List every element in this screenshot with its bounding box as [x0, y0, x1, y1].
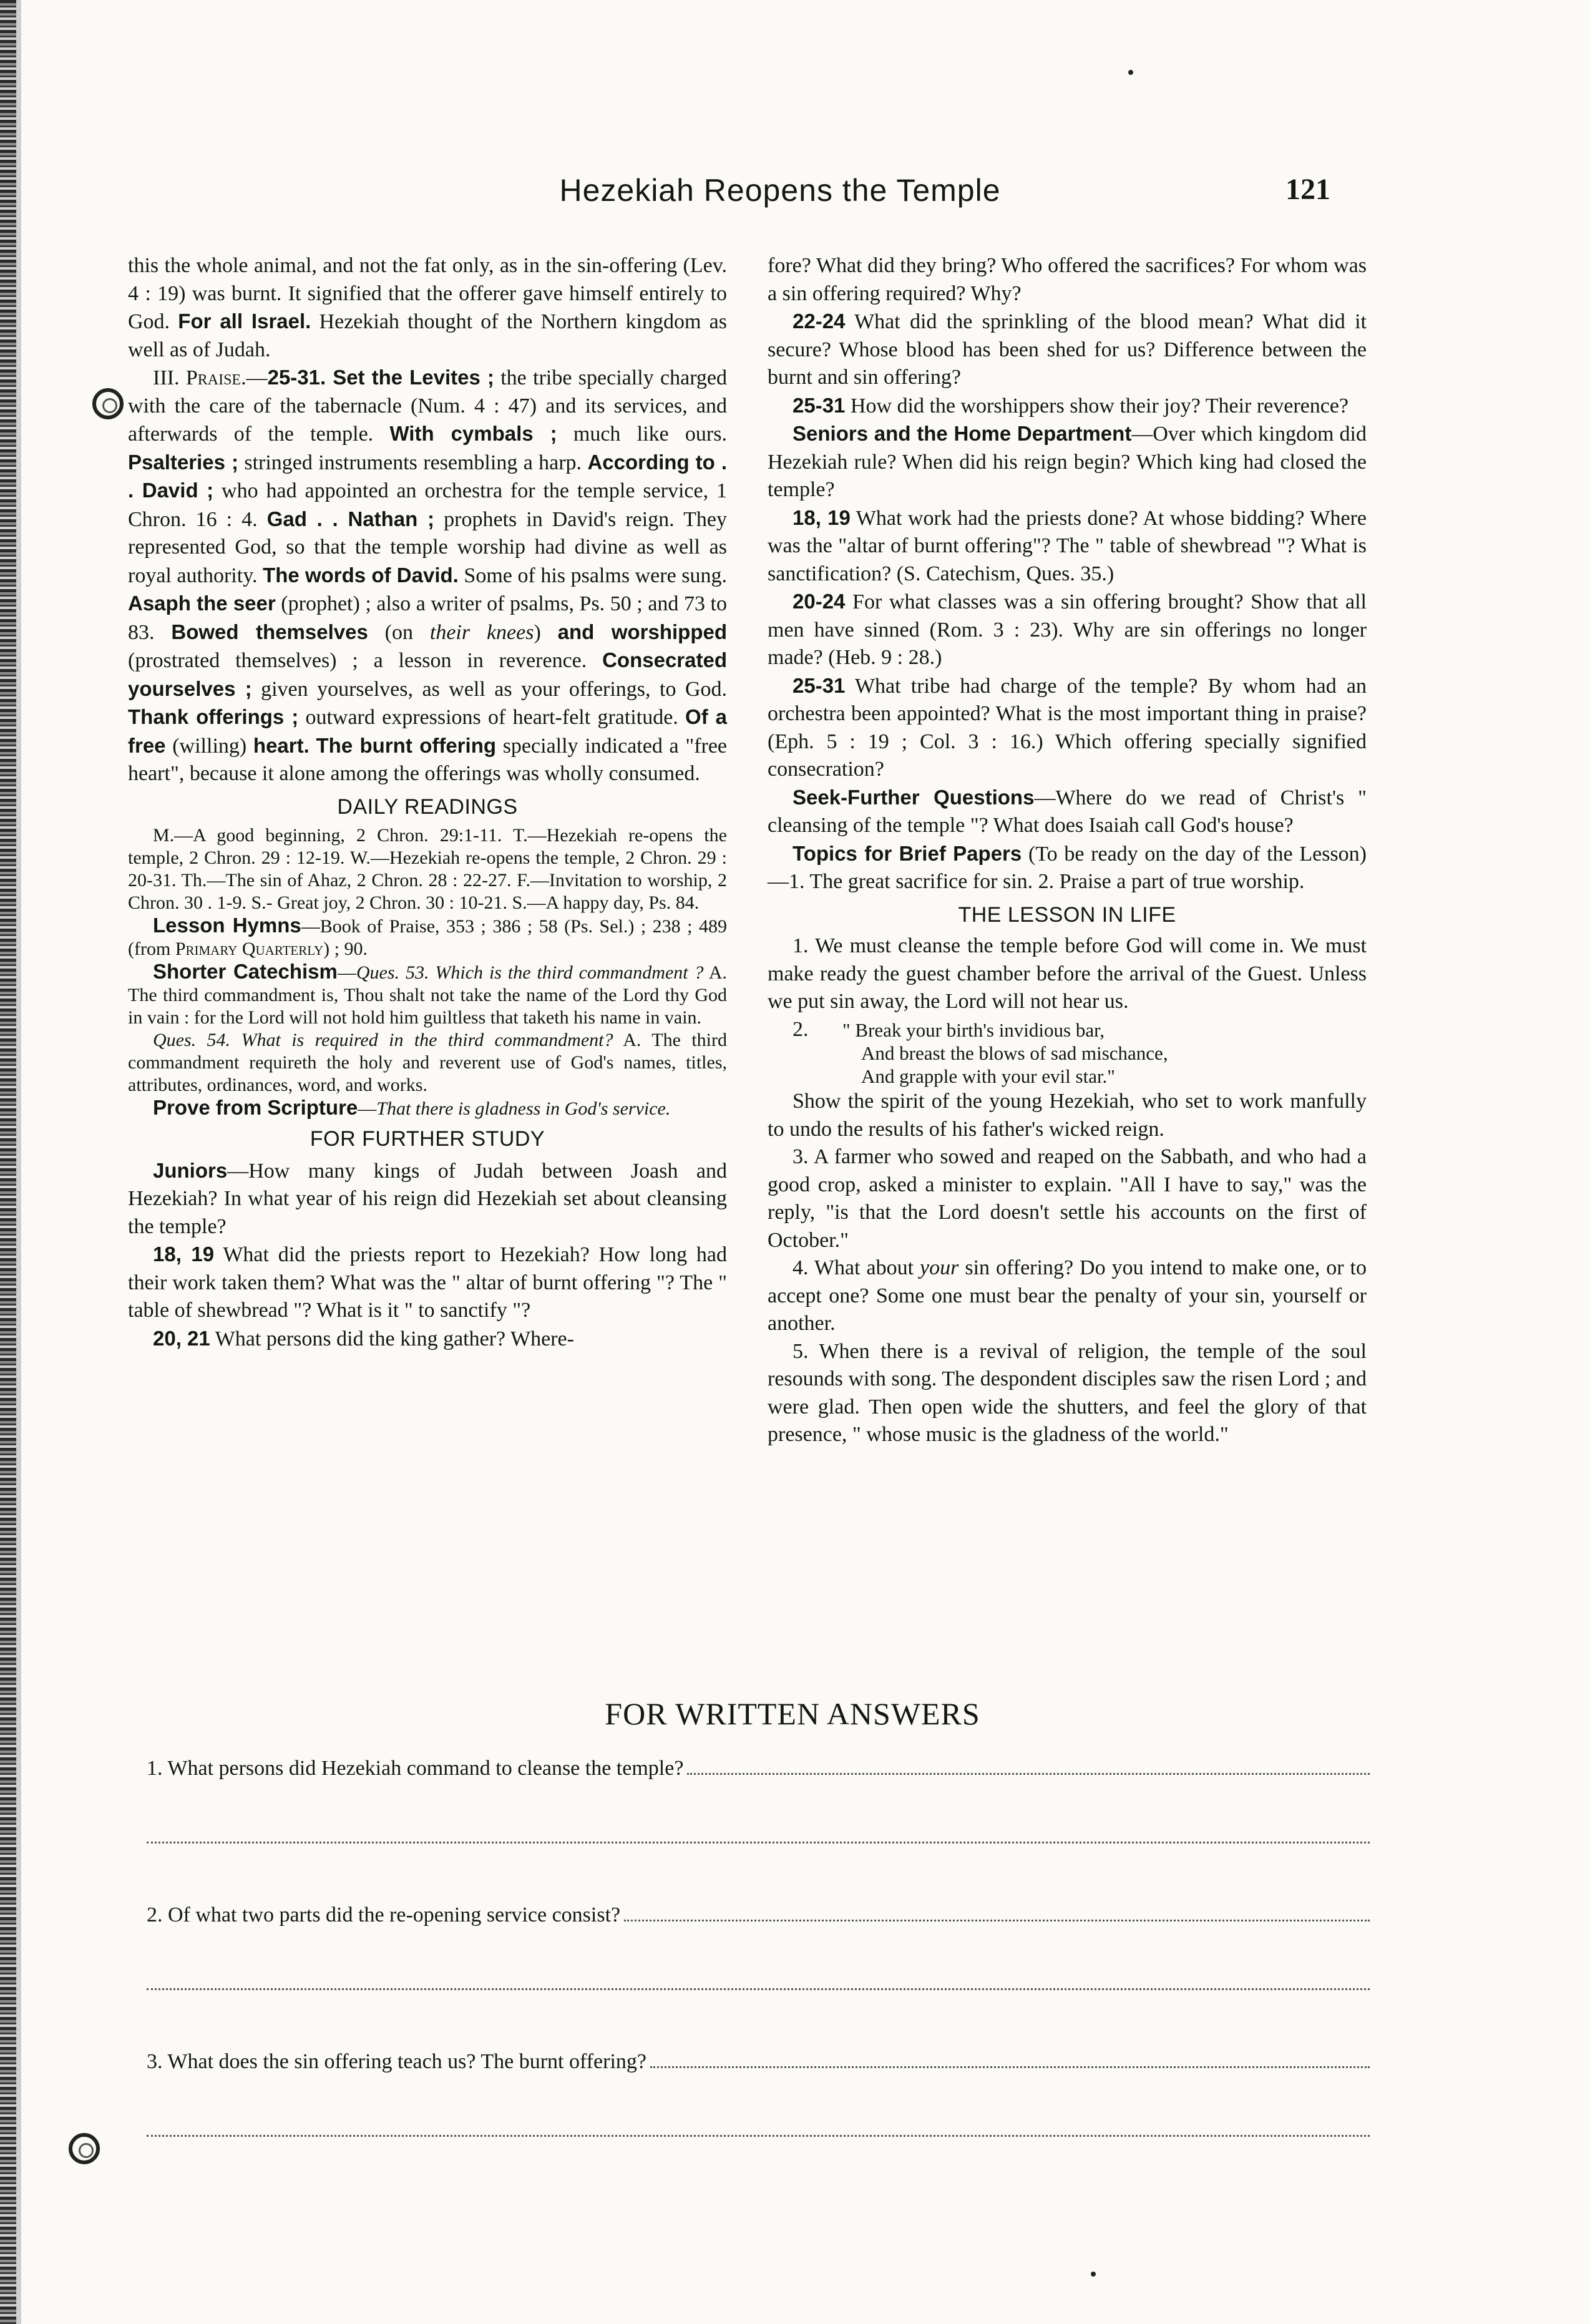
- binder-ring-icon: [69, 2133, 100, 2164]
- shorter-catechism: Shorter Catechism—Ques. 53. Which is the third commandment ? A. The third commandment is, Thou shalt not take the name of the Lord thy God in vain : for the Lord will not hold him guiltless that taketh his name in vain.: [128, 960, 727, 1028]
- lesson-in-life-heading: THE LESSON IN LIFE: [958, 902, 1176, 927]
- seniors-questions: Seniors and the Home Department—Over which kingdom did Hezekiah rule? When did his reign begin? Which king had closed the temple?: [768, 422, 1367, 501]
- written-question-1: 1. What persons did Hezekiah command to cleanse the temple?: [147, 1757, 1370, 1780]
- ink-speck: [1128, 70, 1133, 75]
- juniors-q18-19: 18, 19 What did the priests report to Hezekiah? How long had their work taken them? What was the " altar of burnt offering "? The " table of shewbread "? What is it " to sanctify "?: [128, 1243, 727, 1322]
- right-column: [768, 252, 1367, 1449]
- poem-line: And grapple with your evil star.": [861, 1065, 1115, 1087]
- answer-blank[interactable]: [687, 1772, 1370, 1775]
- book-binding-edge: [0, 0, 16, 2324]
- section-praise: III. Praise.—25-31. Set the Levites ; the tribe specially charged with the care of the tabernacle (Num. 4 : 47) and its services, and afterwards of the temple. With cymbals ; much like ours. Psalteries ; stringed instruments resembling a harp. According to . . David ; who had appointed an orchestra for the temple service, 1 Chron. 16 : 4. Gad . . Nathan ; prophets in David's reign. They represented God, so that the temple worship had divine as well as royal authority. The words of David. Some of his psalms were sung. Asaph the seer (prophet) ; also a writer of psalms, Ps. 50 ; and 73 to 83. Bowed themselves (on their knees) and worshipped (prostrated themselves) ; a lesson in reverence. Consecrated yourselves ; given yourselves, as well as your offerings, to God. Thank offerings ; outward expressions of heart-felt gratitude. Of a free (willing) heart. The burnt offering specially indicated a "free heart", because it alone among the offerings was wholly consumed.: [128, 366, 728, 785]
- further-study-heading: FOR FURTHER STUDY: [310, 1127, 545, 1151]
- catechism-question-54: Ques. 54. What is required in the third commandment? A. The third commandment requireth the holy and reverent use of God's names, titles, attributes, ordinances, word, and works.: [128, 1030, 727, 1095]
- written-answers-heading: FOR WRITTEN ANSWERS: [605, 1696, 980, 1731]
- lesson-hymns: Lesson Hymns—Book of Praise, 353 ; 386 ; 58 (Ps. Sel.) ; 238 ; 489 (from Primary Quarterly) ; 90.: [128, 914, 727, 959]
- answer-blank[interactable]: [650, 2066, 1370, 2068]
- poem-line: " Break your birth's invidious bar,: [842, 1019, 1105, 1041]
- lesson-point-2-number: 2.: [793, 1017, 809, 1041]
- answer-blank[interactable]: [147, 1841, 1370, 1843]
- juniors-q25-31: 25-31 How did the worshippers show their joy? Their reverence?: [793, 393, 1349, 417]
- juniors-q20-21: 20, 21 What persons did the king gather? Where-: [153, 1326, 574, 1350]
- lesson-point-5: 5. When there is a revival of religion, the temple of the soul resounds with song. The despondent disciples saw the risen Lord ; and were glad. Then open wide the shutters, and feel the glory of that presence, " whose music is the gladness of the world.": [768, 1339, 1367, 1446]
- prove-from-scripture: Prove from Scripture—That there is gladness in God's service.: [153, 1096, 671, 1119]
- binder-ring-icon: [92, 388, 124, 419]
- ink-speck: [1091, 2272, 1096, 2277]
- lesson-point-2-text: Show the spirit of the young Hezekiah, who set to work manfully to undo the results of his father's wicked reign.: [768, 1090, 1367, 1141]
- lesson-point-4: 4. What about your sin offering? Do you intend to make one, or to accept one? Some one must bear the penalty of your sin, yourself or another.: [768, 1256, 1367, 1335]
- lesson-point-1: 1. We must cleanse the temple before God will come in. We must make ready the guest chamber before the arrival of the Guest. Unless we put sin away, the Lord will not hear us.: [768, 934, 1367, 1013]
- topics-for-brief-papers: Topics for Brief Papers (To be ready on the day of the Lesson)—1. The great sacrifice for sin. 2. Praise a part of true worship.: [768, 841, 1367, 893]
- poem-line: And breast the blows of sad mischance,: [861, 1042, 1168, 1064]
- juniors-questions: Juniors—How many kings of Judah between Joash and Hezekiah? In what year of his reign did Hezekiah set about cleansing the temple?: [128, 1158, 727, 1238]
- running-head: Hezekiah Reopens the Temple: [559, 173, 1001, 208]
- answer-blank[interactable]: [147, 1988, 1370, 1990]
- lesson-point-3: 3. A farmer who sowed and reaped on the Sabbath, and who had a good crop, asked a minister to explain. "All I have to say," was the reply, "is that the Lord doesn't settle his accounts on the first of October.": [768, 1145, 1367, 1252]
- daily-readings-heading: DAILY READINGS: [337, 794, 518, 819]
- juniors-q22-24: 22-24 What did the sprinkling of the blood mean? What did it secure? Whose blood has been shed for us? Difference between the burnt and sin offering?: [768, 310, 1367, 389]
- answer-blank[interactable]: [147, 2134, 1370, 2137]
- seniors-q20-24: 20-24 For what classes was a sin offering brought? Show that all men have sinned (Rom. 3 : 23). Why are sin offerings no longer made? (Heb. 9 : 28.): [768, 590, 1367, 669]
- answer-blank[interactable]: [624, 1919, 1370, 1921]
- page-number: 121: [1285, 173, 1330, 206]
- seek-further-questions: Seek-Further Questions—Where do we read of Christ's " cleansing of the temple "? What does Isaiah call God's house?: [768, 785, 1367, 837]
- paragraph: fore? What did they bring? Who offered the sacrifices? For whom was a sin offering required? Why?: [768, 254, 1367, 305]
- seniors-q25-31: 25-31 What tribe had charge of the temple? By whom had an orchestra been appointed? What is the most important thing in praise? (Eph. 5 : 19 ; Col. 3 : 16.) Which offering specially signified consecration?: [768, 673, 1367, 781]
- binding-shadow: [16, 0, 21, 2324]
- seniors-q18-19: 18, 19 What work had the priests done? At whose bidding? Where was the "altar of burnt offering"? The " table of shewbread "? What is sanctification? (S. Catechism, Ques. 35.): [768, 505, 1367, 585]
- written-question-2: 2. Of what two parts did the re-opening service consist?: [147, 1903, 1370, 1927]
- left-column: [128, 252, 727, 1353]
- written-question-3: 3. What does the sin offering teach us? The burnt offering?: [147, 2050, 1370, 2074]
- paragraph: this the whole animal, and not the fat only, as in the sin-offering (Lev. 4 : 19) was burnt. It signified that the offerer gave himself entirely to God. For all Israel. Hezekiah thought of the Northern kingdom as well as of Judah.: [128, 254, 727, 361]
- daily-readings: M.—A good beginning, 2 Chron. 29:1-11. T.—Hezekiah re-opens the temple, 2 Chron. 29 : 12-19. W.—Hezekiah re-opens the temple, 2 Chron. 29 : 20-31. Th.—The sin of Ahaz, 2 Chron. 28 : 22-27. F.—Invitation to worship, 2 Chron. 30 . 1-9. S.- Great joy, 2 Chron. 30 : 10-21. S.—A happy day, Ps. 84.: [128, 825, 727, 913]
